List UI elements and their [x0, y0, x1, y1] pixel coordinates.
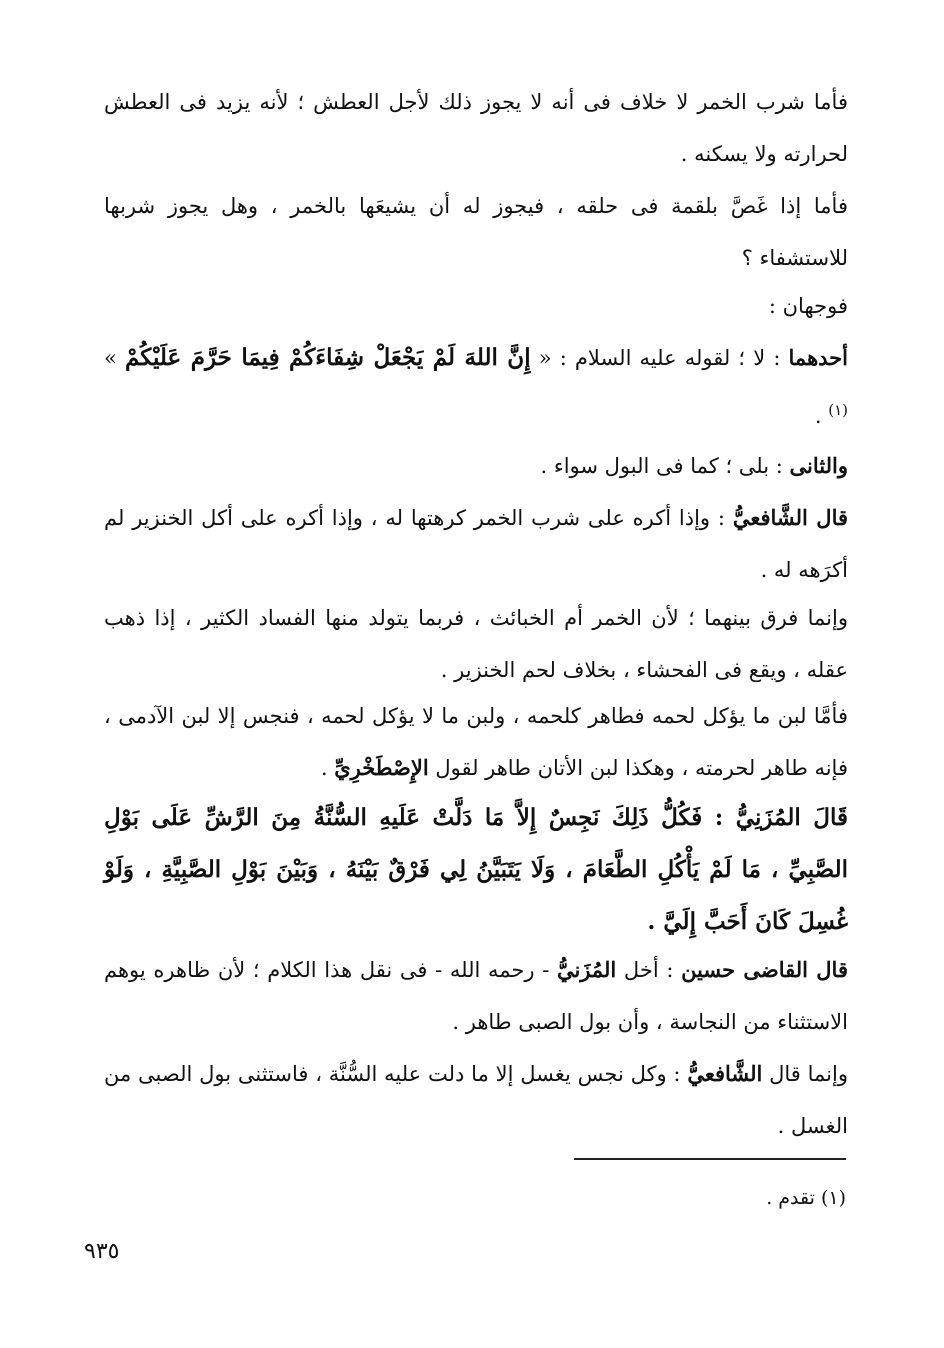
paragraph-lead: الشَّافعيُّ — [687, 1061, 763, 1086]
paragraph-shafii-exception — [104, 1048, 848, 1152]
footnote-reference[interactable]: (١) — [828, 401, 848, 419]
paragraph-text: : أخل — [616, 958, 682, 982]
paragraph-text: فأمَّا لبن ما يؤكل لحمه فطاهر كلحمه ، ولبن ما لا يؤكل لحمه ، فنجس إلا لبن الآدمى ، فإنه طاهر لحرمته ، وهكذا لبن الأتان طاهر لقول — [104, 704, 848, 780]
paragraph-rest: - رحمه الله - فى نقل هذا الكلام ؛ لأن ظاهره يوهم الاستثناء من النجاسة ، وأن بول الصبى طاهر . — [104, 958, 848, 1034]
footnote — [574, 1180, 846, 1216]
paragraph-text: قَالَ المُزَنِيُّ : فَكُلُّ ذَلِكَ نَجِسٌ إِلاَّ مَا دَلَّتْ عَلَيهِ السُّنَّةُ مِنَ الرَّشِّ عَلَى بَوْلِ الصَّبِيِّ ، مَا لَمْ يَأْكُلِ الطَّعَامَ ، وَلَا يَتَبَيَّنُ لِي فَرْقٌ بَيْنَهُ ، وَبَيْنَ بَوْلِ الصَّبِيَّةِ ، وَلَوْ غُسِلَ كَانَ أَحَبَّ إِلَيَّ . — [104, 804, 848, 935]
quote-close: » — [104, 346, 125, 370]
footnote-text: (١) تقدم . — [766, 1187, 846, 1209]
footnote-separator — [574, 1158, 846, 1160]
paragraph-first-view — [104, 332, 848, 442]
page-number-text: ٩٣٥ — [84, 1239, 120, 1264]
paragraph-end: . — [320, 756, 335, 780]
paragraph-choking — [104, 180, 848, 284]
paragraph-text: فأما شرب الخمر لا خلاف فى أنه لا يجوز ذلك لأجل العطش ؛ لأنه يزيد فى العطش لحرارته ولا يسكنه . — [104, 90, 848, 166]
paragraph-lead: قال القاضى حسين — [681, 957, 848, 982]
paragraph-text: فوجهان : — [768, 294, 848, 318]
paragraph-wine-thirst — [104, 76, 848, 180]
paragraph-lead: أحدهما — [788, 345, 848, 370]
paragraph-second-view — [104, 440, 848, 492]
paragraph-lead: قال الشَّافعيُّ — [732, 505, 849, 530]
paragraph-text: فأما إذا غَصَّ بلقمة فى حلقه ، فيجوز له أن يشيعَها بالخمر ، وهل يجوز شربها للاستشفاء ؟ — [104, 194, 848, 270]
paragraph-muzani-text — [104, 792, 848, 948]
paragraph-two-views — [104, 280, 848, 332]
paragraph-text: وإنما قال — [762, 1062, 849, 1086]
paragraph-text: وإنما فرق بينهما ؛ لأن الخمر أم الخبائث ، فربما يتولد منها الفساد الكثير ، إذا ذهب عقله ، ويقع فى الفحشاء ، بخلاف لحم الخنزير . — [104, 606, 848, 682]
paragraph-end: . — [814, 404, 829, 428]
hadith-quote: إِنَّ اللهَ لَمْ يَجْعَلْ شِفَاءَكُمْ فِيمَا حَرَّمَ عَلَيْكُمْ — [124, 344, 531, 371]
scholar-name: المُزَنيُّ — [556, 957, 617, 982]
paragraph-text: : بلى ؛ كما فى البول سواء . — [540, 454, 790, 478]
page-number — [84, 1234, 164, 1270]
paragraph-text: : لا ؛ لقوله عليه السلام : « — [530, 346, 789, 370]
paragraph-qadi-husayn — [104, 944, 848, 1048]
scholar-name: الإِصْطَخْرِيِّ — [334, 755, 429, 780]
paragraph-difference — [104, 592, 848, 696]
paragraph-rest: : وكل نجس يغسل إلا ما دلت عليه السُّنَّة ، فاستثنى بول الصبى من الغسل . — [104, 1062, 848, 1138]
paragraph-text: : وإذا أكره على شرب الخمر كرهتها له ، وإذا أكره على أكل الخنزير لم أكرَهه له . — [104, 506, 848, 582]
paragraph-milk — [104, 690, 848, 794]
paragraph-lead: والثانى — [789, 453, 848, 478]
paragraph-shafii-coercion — [104, 492, 848, 596]
